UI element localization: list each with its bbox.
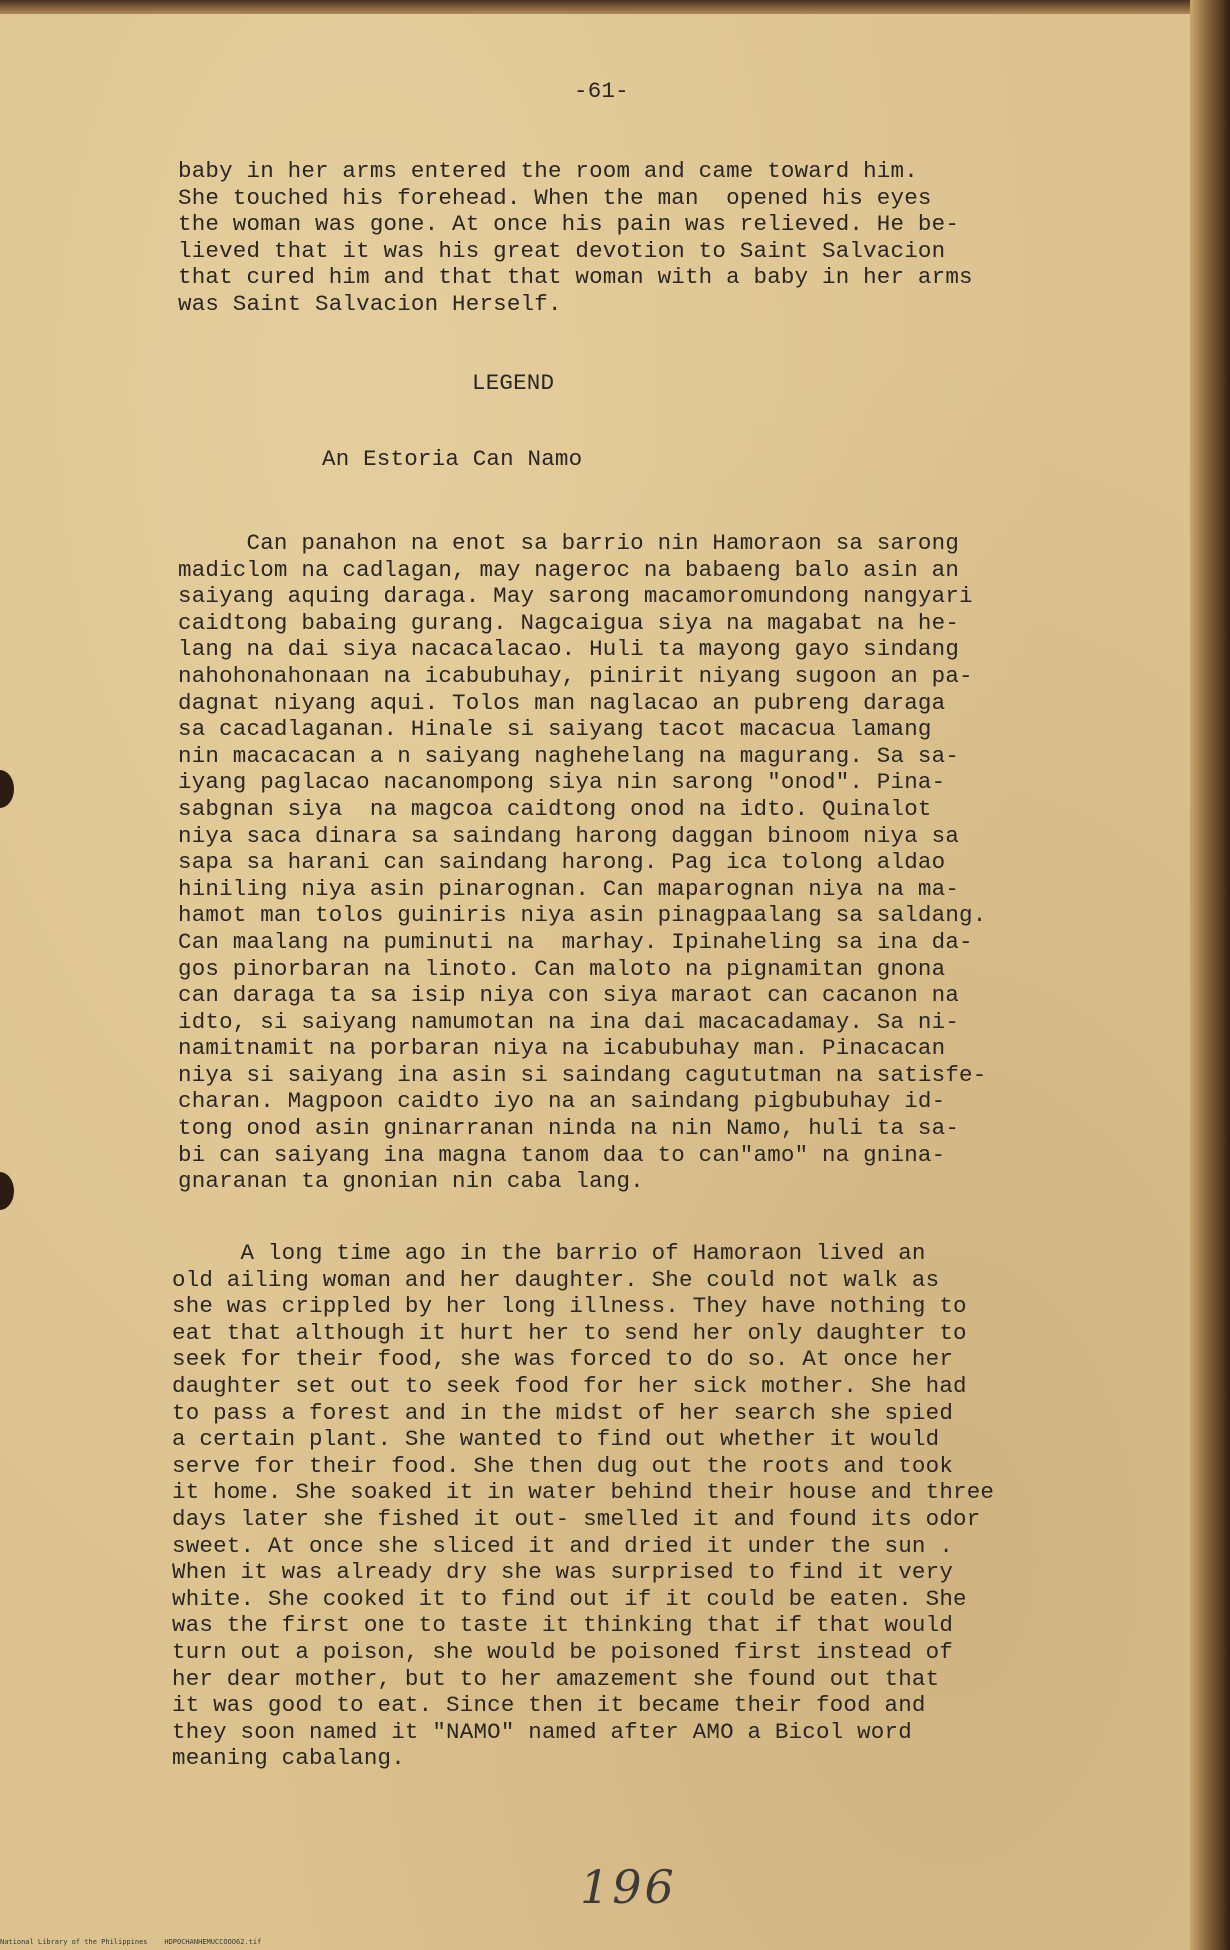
text-line: to pass a forest and in the midst of her search she spied [172, 1399, 954, 1426]
text-line: nin macacacan a n saiyang naghehelang na magurang. Sa sa- [178, 742, 960, 769]
text-line: Can maalang na puminuti na marhay. Ipinaheling sa ina da- [178, 928, 973, 955]
text-line: baby in her arms entered the room and came toward him. [178, 158, 918, 184]
text-line: it home. She soaked it in water behind their house and three [172, 1479, 995, 1506]
text-line: days later she fished it out- smelled it and found its odor [172, 1505, 981, 1532]
binding-hole [0, 1172, 14, 1210]
text-line: that cured him and that that woman with a baby in her arms [178, 264, 973, 291]
text-line: lieved that it was his great devotion to Saint Salvacion [178, 237, 946, 264]
text-line: bi can saiyang ina magna tanom daa to can"amo" na gnina- [178, 1141, 946, 1168]
top-border [0, 0, 1190, 14]
text-line: dagnat niyang aqui. Tolos man naglacao an pubreng daraga [178, 689, 946, 716]
text-line: a certain plant. She wanted to find out whether it would [172, 1426, 940, 1453]
text-line: white. She cooked it to find out if it could be eaten. She [172, 1585, 967, 1612]
text-line: sapa sa harani can saindang harong. Pag ica tolong aldao [178, 849, 946, 876]
text-line: gnaranan ta gnonian nin caba lang. [178, 1168, 644, 1195]
text-line: namitnamit na porbaran niya na icabubuhay man. Pinacacan [178, 1035, 946, 1062]
text-line: lang na dai siya nacacalacao. Huli ta mayong gayo sindang [178, 636, 960, 663]
text-line: was the first one to taste it thinking that if that would [172, 1612, 954, 1639]
page-edge [1190, 0, 1230, 1950]
paragraph-saint-salvacion [178, 158, 973, 318]
text-line: caidtong babaing gurang. Nagcaigua siya na magabat na he- [178, 609, 960, 636]
text-line: A long time ago in the barrio of Hamoraon lived an [172, 1240, 926, 1266]
text-line: meaning cabalang. [172, 1745, 405, 1772]
text-line: was Saint Salvacion Herself. [178, 290, 562, 317]
section-heading: LEGEND [472, 370, 555, 396]
page-number: -61- [574, 78, 629, 104]
text-line: When it was already dry she was surprised to find it very [172, 1559, 954, 1586]
text-line: hamot man tolos guiniris niya asin pinagpaalang sa saldang. [178, 902, 987, 929]
paragraph-english-translation [172, 1240, 994, 1772]
text-line: the woman was gone. At once his pain was relieved. He be- [178, 211, 960, 238]
binding-hole [0, 770, 14, 808]
text-line: daughter set out to seek food for her sick mother. She had [172, 1372, 967, 1399]
text-line: turn out a poison, she would be poisoned first instead of [172, 1638, 954, 1665]
text-line: old ailing woman and her daughter. She could not walk as [172, 1266, 940, 1293]
text-line: it was good to eat. Since then it became their food and [172, 1692, 926, 1719]
text-line: she was crippled by her long illness. They have nothing to [172, 1293, 967, 1320]
text-line: charan. Magpoon caidto iyo na an saindang pigbubuhay id- [178, 1088, 946, 1115]
text-line: they soon named it "NAMO" named after AMO a Bicol word [172, 1718, 912, 1745]
text-line: niya si saiyang ina asin si saindang cagututman na satisfe- [178, 1061, 987, 1088]
text-line: seek for their food, she was forced to do so. At once her [172, 1346, 954, 1373]
text-line: Can panahon na enot sa barrio nin Hamoraon sa sarong [178, 530, 960, 556]
text-line: eat that although it hurt her to send her only daughter to [172, 1319, 967, 1346]
text-line: She touched his forehead. When the man opened his eyes [178, 184, 932, 211]
text-line: madiclom na cadlagan, may nageroc na babaeng balo asin an [178, 556, 960, 583]
text-line: idto, si saiyang namumotan na ina dai macacadamay. Sa ni- [178, 1008, 960, 1035]
text-line: sabgnan siya na magcoa caidtong onod na idto. Quinalot [178, 795, 932, 822]
text-line: niya saca dinara sa saindang harong daggan binoom niya sa [178, 822, 960, 849]
text-line: serve for their food. She then dug out the roots and took [172, 1452, 954, 1479]
text-line: gos pinorbaran na linoto. Can maloto na pignamitan gnona [178, 955, 946, 982]
text-line: nahohonahonaan na icabubuhay, pinirit niyang sugoon an pa- [178, 662, 973, 689]
text-line: hiniling niya asin pinarognan. Can maparognan niya na ma- [178, 875, 960, 902]
text-line: sweet. At once she sliced it and dried it under the sun . [172, 1532, 954, 1559]
text-line: saiyang aquing daraga. May sarong macamoromundong nangyari [178, 583, 973, 610]
text-line: her dear mother, but to her amazement she found out that [172, 1665, 940, 1692]
paragraph-bicol-legend [178, 530, 986, 1195]
text-line: iyang paglacao nacanompong siya nin sarong "onod". Pina- [178, 769, 946, 796]
text-line: sa cacadlaganan. Hinale si saiyang tacot macacua lamang [178, 716, 932, 743]
archive-footer-note: National Library of the Philippines HDPOCHANHEMUCCOOO62.tif [0, 1938, 262, 1946]
text-line: can daraga ta sa isip niya con siya maraot can cacanon na [178, 982, 960, 1009]
handwritten-page-number: 196 [580, 1860, 677, 1914]
text-line: tong onod asin gninarranan ninda na nin Namo, huli ta sa- [178, 1115, 960, 1142]
story-title: An Estoria Can Namo [322, 446, 583, 472]
